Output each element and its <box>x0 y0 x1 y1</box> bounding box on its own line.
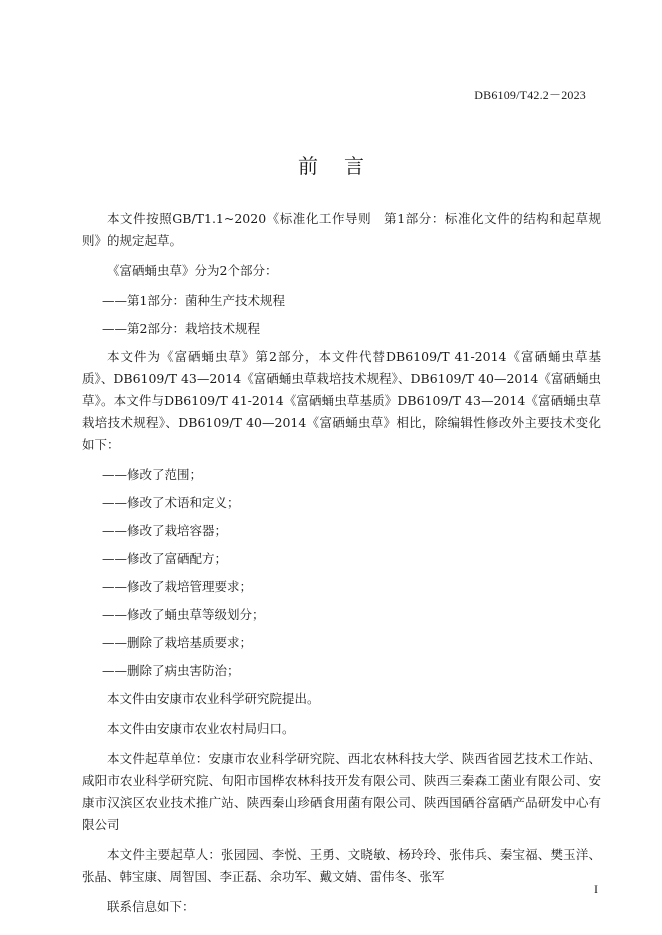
list-item: ——修改了范围； <box>102 467 203 482</box>
paragraph: 本文件主要起草人：张园园、李悦、王勇、文晓敏、杨玲玲、张伟兵、秦宝福、樊玉洋、张晶、韩宝康、周智国、李正磊、余功军、戴文婧、雷伟冬、张军 <box>82 847 601 884</box>
paragraph: 本文件起草单位：安康市农业科学研究院、西北农林科技大学、陕西省园艺技术工作站、咸阳市农业科学研究院、旬阳市国桦农林科技开发有限公司、陕西三秦森工菌业有限公司、安康市汉滨区农业技术推广站、陕西秦山珍硒食用菌有限公司、陕西国硒谷富硒产品研发中心有限公司 <box>82 751 601 832</box>
list-item: ——第1部分：菌种生产技术规程 <box>102 293 285 308</box>
foreword-body <box>82 208 601 926</box>
list-item: ——修改了栽培管理要求； <box>102 579 253 594</box>
paragraph: 本文件由安康市农业科学研究院提出。 <box>107 691 320 706</box>
page-title: 前言 <box>298 154 390 178</box>
paragraph: 本文件由安康市农业农村局归口。 <box>107 721 295 736</box>
paragraph: 联系信息如下： <box>107 899 195 914</box>
list-item: ——修改了术语和定义； <box>102 495 240 510</box>
list-item: ——修改了栽培容器； <box>102 523 228 538</box>
list-item: ——删除了病虫害防治； <box>102 663 240 678</box>
paragraph: 本文件按照GB/T1.1~2020《标准化工作导则 第1部分：标准化文件的结构和起草规则》的规定起草。 <box>82 211 601 248</box>
list-item: ——修改了蛹虫草等级划分； <box>102 607 265 622</box>
paragraph: 本文件为《富硒蛹虫草》第2部分，本文件代替DB6109/T 41-2014《富硒蛹虫草基质》、DB6109/T 43—2014《富硒蛹虫草栽培技术规程》、DB6109/T 40—2014《富硒蛹虫草》。本文件与DB6109/T 41-2014《富硒蛹虫草基质》DB6109/T 43—2014《富硒蛹虫草栽培技术规程》、DB6109/T 40—2014《富硒蛹虫草》相比，除编辑性修改外主要技术变化如下： <box>82 349 601 452</box>
list-item: ——第2部分：栽培技术规程 <box>102 321 260 336</box>
list-item: ——删除了栽培基质要求； <box>102 635 253 650</box>
page-number: I <box>594 882 598 896</box>
list-item: ——修改了富硒配方； <box>102 551 228 566</box>
paragraph: 《富硒蛹虫草》分为2个部分： <box>107 263 278 278</box>
document-code: DB6109/T42.2－2023 <box>474 88 586 102</box>
